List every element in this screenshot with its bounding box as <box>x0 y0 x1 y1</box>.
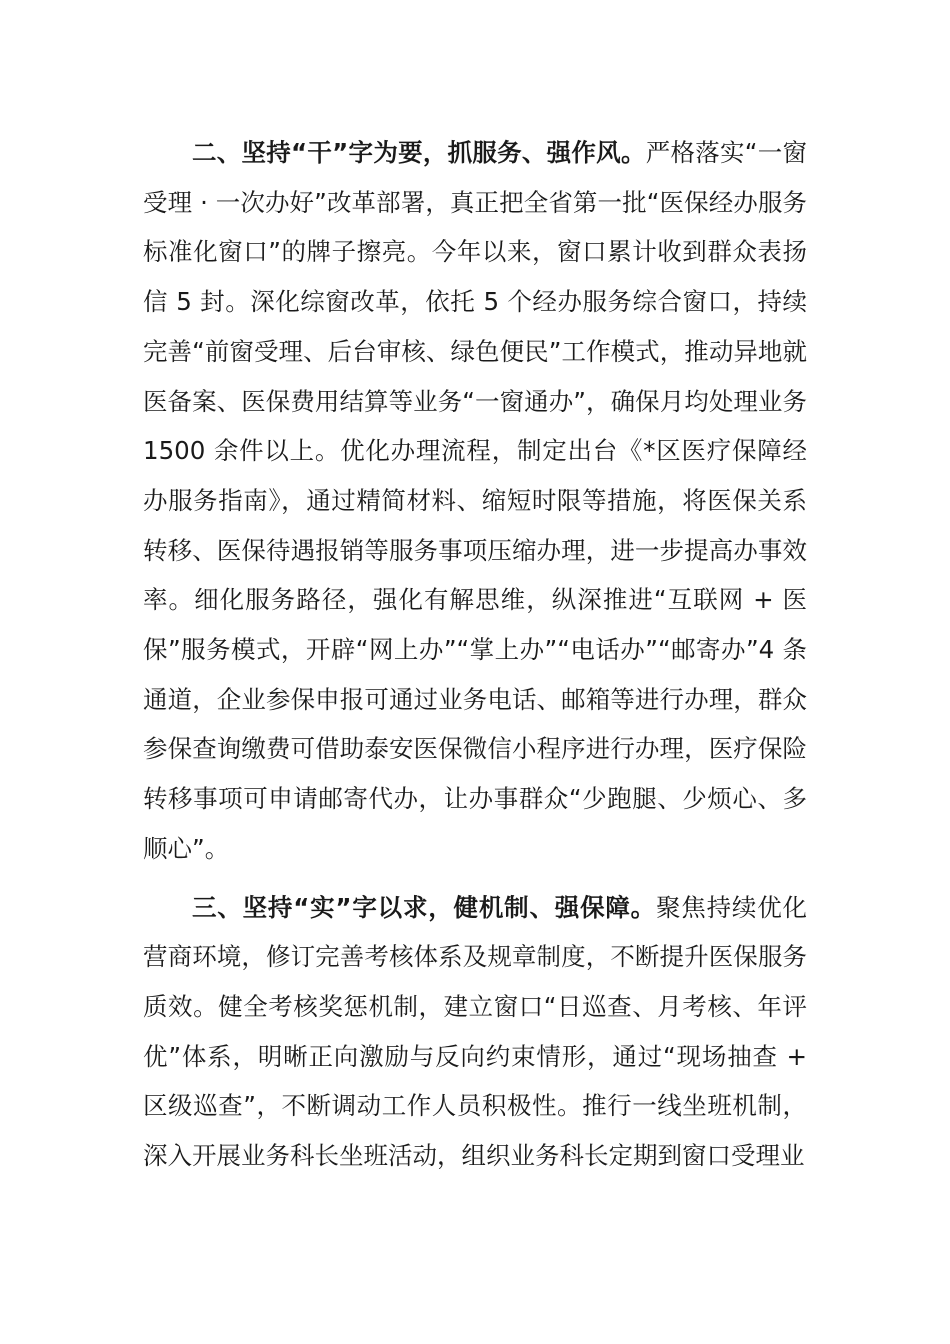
paragraph-section-3 <box>143 883 807 1181</box>
section-body-3: 聚焦持续优化营商环境，修订完善考核体系及规章制度，不断提升医保服务质效。健全考核奖惩机制，建立窗口“日巡查、月考核、年评优”体系，明晰正向激励与反向约束情形，通过“现场抽查 + 区级巡查”，不断调动工作人员积极性。推行一线坐班机制，深入开展业务科长坐班活动，组织业务科长定期到窗口受理业 <box>143 892 808 1171</box>
document-body <box>143 128 807 1181</box>
section-heading-2: 二、坚持“干”字为要，抓服务、强作风。 <box>192 138 646 167</box>
section-heading-3: 三、坚持“实”字以求，健机制、强保障。 <box>192 892 656 922</box>
section-body-2: 严格落实“一窗受理 · 一次办好”改革部署，真正把全省第一批“医保经办服务标准化窗口”的牌子擦亮。今年以来，窗口累计收到群众表扬信 5 封。深化综窗改革，依托 5 个经办服务综合窗口，持续完善“前窗受理、后台审核、绿色便民”工作模式，推动异地就医备案、医保费用结算等业务“一窗通办”，确保月均处理业务 1500 余件以上。优化办理流程，制定出台《*区医疗保障经办服务指南》，通过精简材料、缩短时限等措施，将医保关系转移、医保待遇报销等服务事项压缩办理，进一步提高办事效率。细化服务路径，强化有解思维，纵深推进“互联网 + 医保”服务模式，开辟“网上办”“掌上办”“电话办”“邮寄办”4 条通道，企业参保申报可通过业务电话、邮箱等进行办理，群众参保查询缴费可借助泰安医保微信小程序进行办理，医疗保险转移事项可申请邮寄代办，让办事群众“少跑腿、少烦心、多顺心”。 <box>143 138 807 863</box>
paragraph-section-2 <box>143 128 807 874</box>
